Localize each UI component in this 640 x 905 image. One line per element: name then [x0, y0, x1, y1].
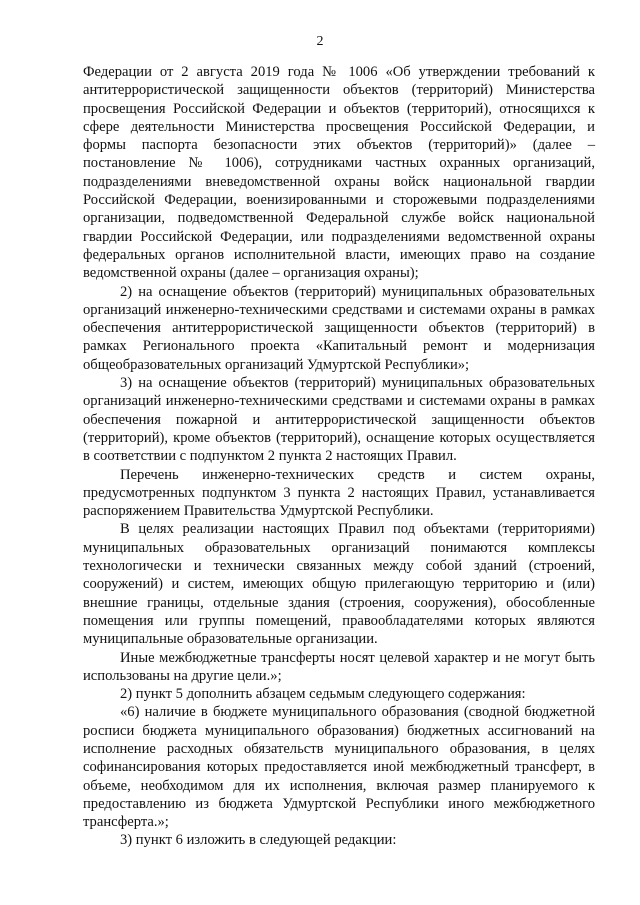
paragraph-amendment-point-5: 2) пункт 5 дополнить абзацем седьмым следующего содержания: [120, 686, 526, 703]
paragraph-equipment-list: Перечень инженерно-технических средств и систем охраны, предусмотренных подпунктом 3 пункта 2 настоящих Правил, устанавливается распоряжением Правительства Удмуртской Республики. [83, 466, 595, 520]
page-number: 2 [316, 34, 324, 49]
paragraph-condition-6: «6) наличие в бюджете муниципального образования (сводной бюджетной росписи бюджета муниципального образования) бюджетных ассигнований на исполнение расходных обязательств муниципального образования, в целях софинансирования которых предоставляется иной межбюджетный трансферт, в объеме, необходимом для их исполнения, включая размер планируемого к предоставлению из бюджета Удмуртской Республики иного межбюджетного трансферта.»; [83, 704, 595, 831]
document-body [83, 63, 595, 850]
paragraph-continuation: Федерации от 2 августа 2019 года № 1006 «Об утверждении требований к антитеррористической защищенности объектов (территорий) Министерства просвещения Российской Федерации и объектов (территорий), относящихся к сфере деятельности Министерства просвещения Российской Федерации, и формы паспорта безопасности этих объектов (территорий)» (далее – постановление № 1006), сотрудниками частных охранных организаций, подразделениями вневедомственной охраны войск национальной гвардии Российской Федерации, военизированными и сторожевыми подразделениями организации, подведомственной Федеральной службе войск национальной гвардии Российской Федерации, или подразделениями ведомственной охраны федеральных органов исполнительной власти, имеющих право на создание ведомственной охраны (далее – организация охраны); [83, 64, 595, 282]
paragraph-objects-definition: В целях реализации настоящих Правил под объектами (территориями) муниципальных образовательных организаций понимаются комплексы технологически и технически связанных между собой зданий (строений, сооружений) и систем, имеющих общую прилегающую территорию и (или) внешние границы, отдельные здания (строения, сооружения), обособленные помещения или группы помещений, правообладателями которых являются муниципальные образовательные организации. [83, 521, 595, 648]
paragraph-transfers-purpose: Иные межбюджетные трансферты носят целевой характер и не могут быть использованы на другие цели.»; [83, 649, 595, 684]
paragraph-item-3: 3) на оснащение объектов (территорий) муниципальных образовательных организаций инженерно-техническими средствами и системами охраны в рамках обеспечения пожарной и антитеррористической защищенности объектов (территорий), кроме объектов (территорий), оснащение которых осуществляется в соответствии с подпунктом 2 пункта 2 настоящих Правил. [83, 375, 595, 465]
paragraph-item-2: 2) на оснащение объектов (территорий) муниципальных образовательных организаций инженерно-техническими средствами и системами охраны в рамках обеспечения антитеррористической защищенности объектов (территорий) в рамках Регионального проекта «Капитальный ремонт и модернизация общеобразовательных организаций Удмуртской Республики»; [83, 283, 595, 373]
paragraph-amendment-point-6: 3) пункт 6 изложить в следующей редакции: [120, 832, 397, 849]
